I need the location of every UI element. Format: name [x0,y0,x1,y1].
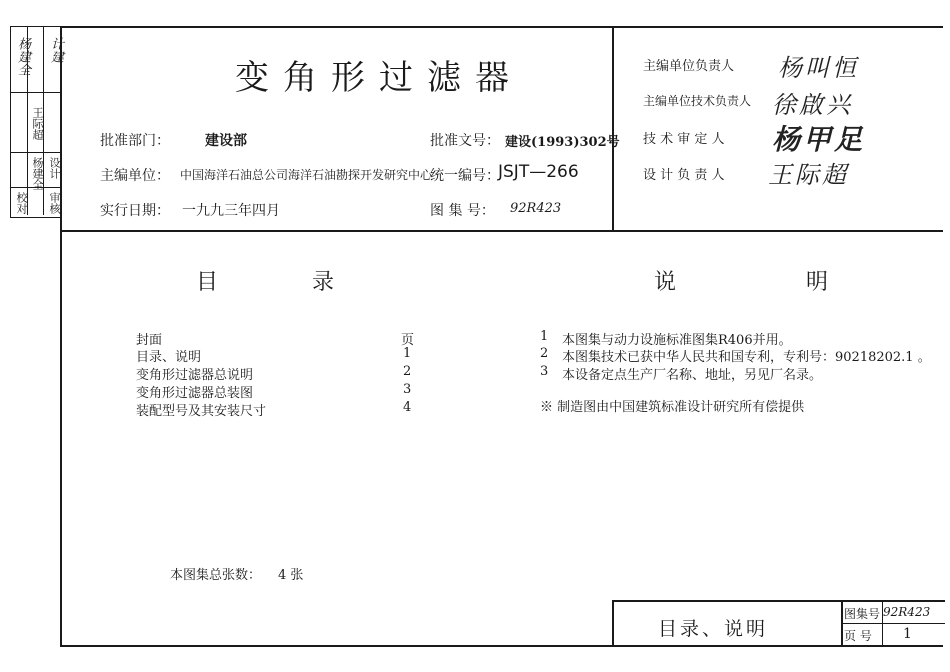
sig-name-4: 王际超 [768,161,849,189]
side-strip [10,26,61,218]
sig-role-3: 技 术 审 定 人 [643,132,725,147]
atlas-no-value: 92R423 [510,201,562,216]
sig-name-3: 杨甲足 [772,123,866,156]
note-number: 2 [540,346,549,361]
sig-role-4: 设 计 负 责 人 [643,168,725,183]
toc-item-page: 3 [403,382,412,397]
toc-total-label: 本图集总张数： [170,568,262,583]
footer-atlas-value: 92R423 [883,605,931,619]
approve-doc-value: 建设(1993)302号 [505,135,620,150]
side-signature-1: 杨建全 [15,37,30,76]
footer-atlas-label: 图集号 [844,607,881,621]
header-divider [60,230,943,232]
toc-item-title: 装配型号及其安装尺寸 [136,404,267,419]
editor-unit-value: 中国海洋石油总公司海洋石油勘探开发研究中心 [180,168,433,182]
editor-unit-label: 主编单位： [100,168,170,184]
side-label-design: 设计 [48,157,61,179]
side-name-1: 杨建全 [31,157,44,190]
impl-date-value: 一九九三年四月 [182,203,280,219]
impl-date-label: 实行日期： [100,203,170,219]
note-text: 本图集与动力设施标准图集R406并用。 [562,333,792,348]
sig-name-1: 杨叫恒 [778,54,859,82]
side-signature-2: 计建 [48,37,63,63]
note-text: 本设备定点生产厂名称、地址，另见厂名录。 [562,368,823,383]
approve-dept-label: 批准部门： [100,133,170,149]
note-number: 1 [540,329,549,344]
footer-page-label: 页 号 [844,629,872,643]
header-vertical-divider [612,26,614,230]
sig-name-2: 徐啟兴 [772,91,853,119]
sig-role-2: 主编单位技术负责人 [643,94,752,108]
side-label-check: 校对 [15,192,28,214]
side-label-review: 审核 [48,192,61,214]
toc-item-title: 变角形过滤器总说明 [136,368,254,383]
unified-no-value: JSJT—266 [498,162,579,182]
toc-item-title: 变角形过滤器总装图 [136,386,254,401]
notes-footnote: ※ 制造图由中国建筑标准设计研究所有偿提供 [540,400,805,415]
toc-heading-right: 录 [312,270,335,295]
footer-sheet-title: 目录、说明 [658,618,769,640]
toc-item-title: 目录、说明 [136,350,202,365]
approve-dept-value: 建设部 [205,133,247,149]
atlas-no-label: 图 集 号： [430,203,495,219]
toc-item-page: 1 [403,346,412,361]
toc-total-value: 4 张 [278,568,304,583]
unified-no-label: 统一编号： [430,168,500,184]
toc-item-page: 4 [403,400,412,415]
document-title: 变角形过滤器 [235,58,523,98]
toc-page-header: 页 [401,333,415,348]
note-number: 3 [540,364,549,379]
note-text: 本图集技术已获中华人民共和国专利，专利号：90218202.1 。 [562,350,931,365]
notes-heading-right: 明 [806,270,829,295]
toc-item-page: 2 [403,364,412,379]
footer-page-value: 1 [903,626,912,642]
notes-heading-left: 说 [654,270,677,295]
toc-heading-left: 目 [196,270,219,295]
side-name-2: 王际超 [31,107,44,140]
top-border [60,26,943,28]
toc-item-title: 封面 [136,333,163,348]
approve-doc-label: 批准文号： [430,133,500,149]
sig-role-1: 主编单位负责人 [643,59,735,74]
